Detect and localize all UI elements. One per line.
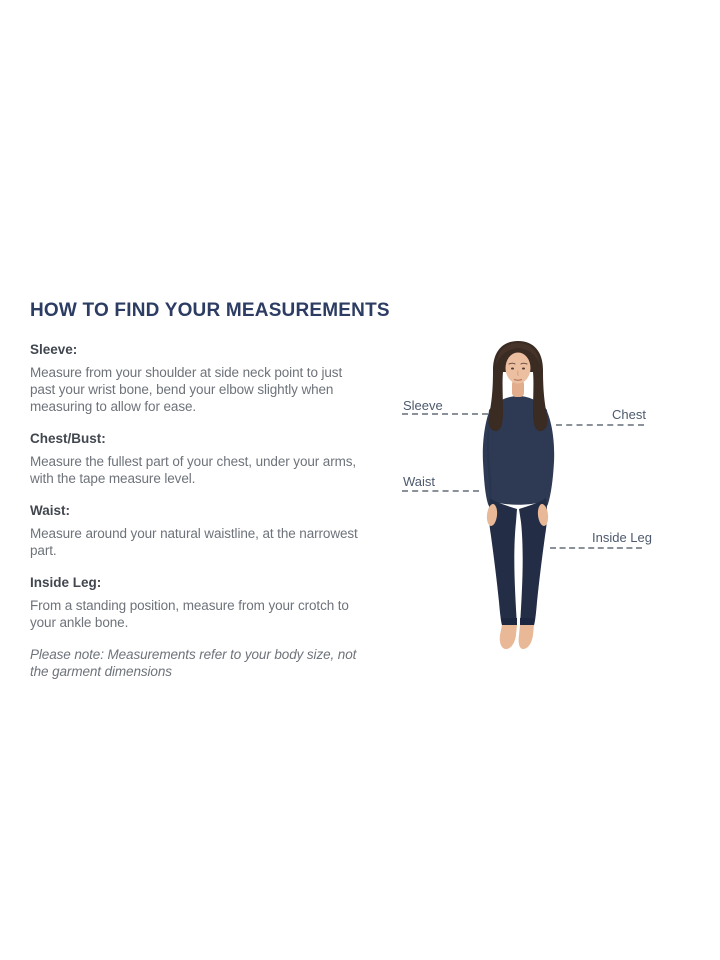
page-title: HOW TO FIND YOUR MEASUREMENTS bbox=[30, 300, 390, 321]
model-illustration bbox=[453, 338, 583, 656]
section-text-sleeve: Measure from your shoulder at side neck point to just past your wrist bone, bend your elbow slightly when measuring to allow for ease. bbox=[30, 365, 343, 414]
waist-measurement-line bbox=[402, 490, 479, 492]
section-text-inside-leg: From a standing position, measure from your crotch to your ankle bone. bbox=[30, 598, 349, 630]
section-text-chest-bust: Measure the fullest part of your chest, under your arms, with the tape measure level. bbox=[30, 454, 357, 486]
chest-measurement-line bbox=[556, 424, 644, 426]
figure-label-waist: Waist bbox=[403, 474, 436, 489]
figure-label-sleeve: Sleeve bbox=[403, 398, 443, 413]
figure-label-chest: Chest bbox=[612, 407, 646, 422]
section-label-chest-bust: Chest/Bust: bbox=[30, 431, 106, 446]
section-label-waist: Waist: bbox=[30, 503, 70, 518]
inside-leg-measurement-line bbox=[550, 547, 642, 549]
section-label-inside-leg: Inside Leg: bbox=[30, 575, 102, 590]
sleeve-measurement-line bbox=[402, 413, 488, 415]
model-photo bbox=[453, 338, 583, 656]
note-text: Please note: Measurements refer to your body size, not the garment dimensions bbox=[30, 647, 357, 679]
section-label-sleeve: Sleeve: bbox=[30, 342, 78, 357]
figure-label-inside-leg: Inside Leg bbox=[592, 530, 652, 545]
measurement-instructions bbox=[30, 341, 368, 680]
section-text-waist: Measure around your natural waistline, at the narrowest part. bbox=[30, 526, 358, 558]
